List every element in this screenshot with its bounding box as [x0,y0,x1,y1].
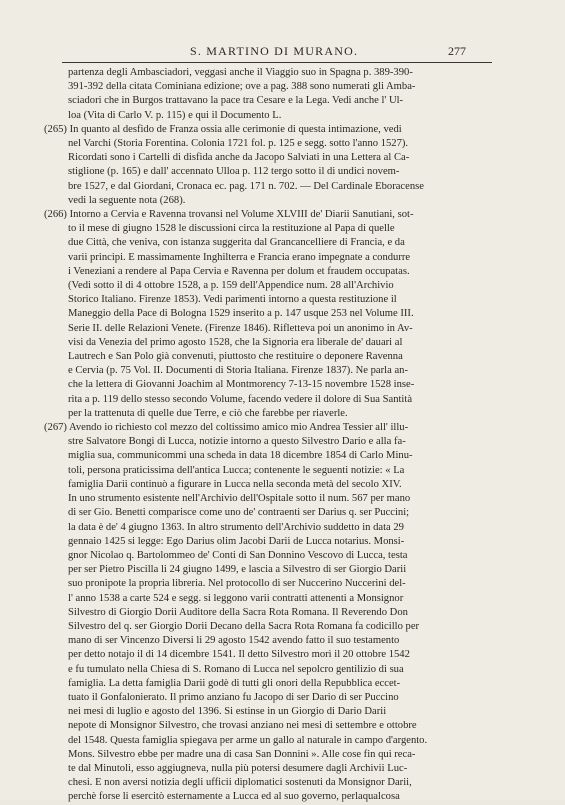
text-line: che la lettera di Giovanni Joachim al Montmorency 7-13-15 novembre 1528 inse- [68,379,415,391]
text-line: Serie II. delle Relazioni Venete. (Firenze 1846). Rifletteva poi un anonimo in Av- [68,322,413,334]
text-line: (265) In quanto al desfido de Franza ossia alle cerimonie di questa intimazione, vedi [44,123,402,135]
text-line: di ser Gio. Benetti comparisce come uno de' contraenti ser Darius q. ser Puccini; [68,507,410,519]
text-line: gnor Nicolao q. Bartolommeo de' Conti di San Donnino Vescovo di Lucca, testa [68,549,408,561]
text-line: nel Varchi (Storia Forentina. Colonia 1721 fol. p. 125 e segg. sotto l'anno 1527). [68,138,409,150]
note-paragraph [44,123,484,208]
text-line: mano di ser Vincenzo Diversi li 29 agosto 1542 avendo fatto il suo testamento [68,635,400,647]
text-line: due Città, che veniva, con istanza suggerita dal Grancancelliere di Francia, e da [68,237,405,249]
text-line: famiglia Darii continuò a figurare in Lucca nella seconda metà del secolo XIV. [68,478,402,490]
text-line: In uno strumento esistente nell'Archivio dell'Ospitale sotto il num. 567 per mano [68,493,411,505]
text-line: stre Salvatore Bongi di Lucca, notizie intorno a questo Silvestro Dario e alla fa- [68,436,406,448]
text-line: Maneggio della Pace di Bologna 1529 inserito a p. 147 usque 253 nel Volume III. [68,308,414,320]
text-line: bre 1527, e dal Giordani, Cronaca ec. pag. 171 n. 702. — Del Cardinale Eboracense [68,180,424,192]
text-line: (Vedi sotto il di 4 ottobre 1528, a p. 159 dell'Appendice num. 28 all'Archivio [68,280,394,292]
text-line: Lautrech e San Polo già convenuti, piuttosto che restituire o deponere Ravenna [68,351,403,363]
text-line: del 1548. Questa famiglia spiegava per arme un gallo al naturale in campo d'argento. [68,734,428,746]
text-line: stiglione (p. 165) e dall' accennato Ulloa p. 112 tergo sotto il di undici novem- [68,166,400,178]
text-line: (266) Intorno a Cervia e Ravenna trovansi nel Volume XLVIII de' Diarii Sanutiani, sot- [44,209,414,221]
text-line: per ser Pietro Piscilla li 24 giugno 1499, e lascia a Silvestro di ser Giorgio Darii [68,564,407,576]
text-line: toli, persona praticissima dell'antica Lucca; contenente le seguenti notizie: « La [68,464,405,476]
text-line: Silvestro di Giorgio Dorii Auditore della Sacra Rota Romana. Il Reverendo Don [68,606,408,618]
text-line: te dal Minutoli, esso aggiugneva, nulla più potersi desumere dagli Archivii Luc- [68,762,408,774]
text-line: partenza degli Ambasciadori, veggasi anche il Viaggio suo in Spagna p. 389-390- [68,67,413,78]
page-number: 277 [448,44,466,58]
text-line: gennaio 1425 si legge: Ego Darius olim Jacobi Darii de Lucca notarius. Monsi- [68,535,405,547]
text-line: perchè forse li esercitò esternamente a Lucca ed al suo governo, perlaqualcosa [68,791,400,803]
text-line: nepote di Monsignor Silvestro, che trovasi anziano nei mesi di settembre e ottobre [68,720,417,732]
text-line: to il mese di giugno 1528 le discussioni circa la restituzione al Papa di quelle [68,223,395,235]
text-line: visi da Venezia del primo agosto 1528, che la Signoria era liberale de' dauari al [68,336,403,348]
text-line: l' anno 1538 a carte 524 e segg. si leggono varii contratti attenenti a Monsignor [68,592,404,604]
text-line: sciadori che in Burgos trattavano la pace tra Cesare e la Lega. Vedi anche l' Ul- [68,95,404,107]
text-line: rita a p. 119 dello stesso secondo Volume, facendo vedere il dolore di Sua Santità [68,393,413,405]
text-line: chesi. E non aversi notizia degli ufficii diplomatici sostenuti da Monsignor Darii, [68,777,412,789]
text-line: loa (Vita di Carlo V. p. 115) e qui il Documento L. [68,109,282,121]
note-paragraph [44,208,484,421]
text-line: per la trattenuta di quelle due Terre, e ciò che farebbe per riaverle. [68,407,348,419]
text-line: Storico Italiano. Firenze 1853). Vedi parimenti intorno a questa restituzione il [68,294,397,306]
note-paragraph [44,421,484,804]
page-header [0,44,565,60]
text-line: (267) Avendo io richiesto col mezzo del coltissimo amico mio Andrea Tessier all' illu- [44,422,409,434]
text-line: Ricordati sono i Cartelli di disfida anche da Jacopo Salviati in una Lettera al Ca- [68,152,410,164]
text-line: vedi la seguente nota (268). [68,194,186,206]
text-line: 391-392 della citata Cominiana edizione; ove a pag. 388 sono numerati gli Amba- [68,81,416,93]
text-line: Mons. Silvestro ebbe per madre una di casa San Donnini ». Alle cose fin qui reca- [68,748,416,760]
header-rule [62,62,492,63]
text-line: miglia sua, communicommi una scheda in data 18 dicembre 1854 di Carlo Minu- [68,450,413,462]
text-line: suo pronipote la propria libreria. Nel protocollo di ser Nuccerino Nuccerini del- [68,578,406,590]
text-line: nei mesi di luglio e agosto del 1396. Si estinse in un Giorgio di Dario Darii [68,706,387,718]
text-line: i Veneziani a rendere al Papa Cervia e Ravenna per dolum et fraudem occupatas. [68,265,410,277]
text-line: la data è de' 4 giugno 1363. In altro strumento dell'Archivio suddetto in data 29 [68,521,404,533]
text-line: e fu tumulato nella Chiesa di S. Romano di Lucca nel sepolcro gentilizio di sua [68,663,404,675]
text-line: per detto notajo il di 14 dicembre 1541. Il detto Silvestro morì il 20 ottobre 1542 [68,649,410,661]
text-line: tuato il Gonfalonierato. Il primo anziano fu Jacopo di ser Dario di ser Puccino [68,691,399,703]
running-head: S. MARTINO DI MURANO. [190,44,359,58]
page-body [44,66,484,805]
text-line: famiglia. La detta famiglia Darii godè di tutti gli onori della Repubblica eccet- [68,677,401,689]
text-line: varii principi. E massimamente Inghilterra e Francia erano impegnate a condurre [68,251,411,263]
text-line: Silvestro del q. ser Giorgio Dorii Decano della Sacra Rota Romana fa codicillo per [68,620,420,632]
note-paragraph [44,66,484,123]
text-line: e Cervia (p. 75 Vol. II. Documenti di Storia Italiana. Firenze 1837). Ne parla an- [68,365,408,377]
